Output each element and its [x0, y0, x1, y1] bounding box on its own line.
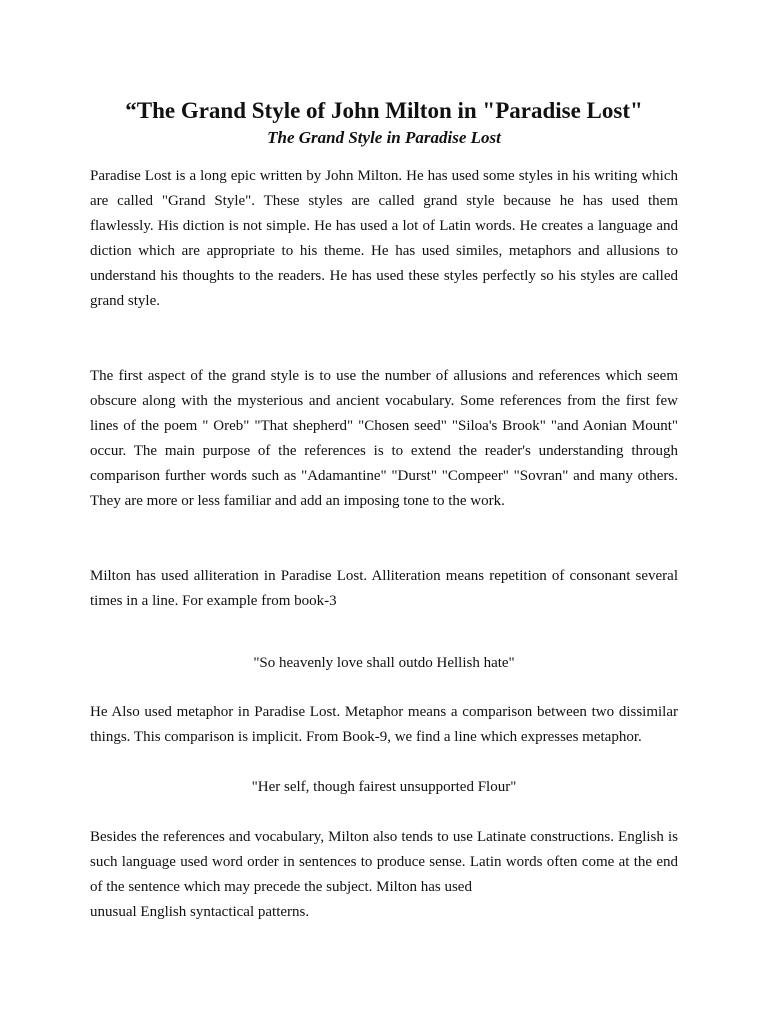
document-title: “The Grand Style of John Milton in "Paradise Lost"	[125, 98, 643, 123]
paragraph-line: He Also used metaphor in Paradise Lost. Metaphor means a comparison between two dissimilar	[90, 704, 678, 720]
paragraph-line: They are more or less familiar and add an imposing tone to the work.	[90, 493, 505, 509]
paragraph-line: comparison further words such as "Adamantine" "Durst" "Compeer" "Sovran" and many others.	[90, 468, 678, 484]
paragraph-line: Paradise Lost is a long epic written by John Milton. He has used some styles in his writing which	[90, 168, 678, 184]
paragraph-intro	[90, 164, 678, 314]
paragraph-line: occur. The main purpose of the references is to extend the reader's understanding through	[90, 443, 678, 459]
paragraph-line: Milton has used alliteration in Paradise Lost. Alliteration means repetition of consonant several	[90, 568, 678, 584]
paragraph-line: obscure along with the mysterious and ancient vocabulary. Some references from the first few	[90, 393, 678, 409]
paragraph-line: times in a line. For example from book-3	[90, 593, 337, 609]
paragraph-line: unusual English syntactical patterns.	[90, 904, 310, 920]
paragraph-line: understand his thoughts to the readers. He has used these styles perfectly so his styles are called	[90, 268, 678, 284]
paragraph-line: grand style.	[90, 293, 160, 309]
document-subtitle: The Grand Style in Paradise Lost	[267, 128, 501, 147]
paragraph-line: Besides the references and vocabulary, Milton also tends to use Latinate constructions. English is	[90, 829, 678, 845]
paragraph-line: flawlessly. His diction is not simple. He has used a lot of Latin words. He creates a language and	[90, 218, 678, 234]
paragraph-line: are called "Grand Style". These styles are called grand style because he has used them	[90, 193, 678, 209]
paragraph-line: things. This comparison is implicit. From Book-9, we find a line which expresses metaphor.	[90, 729, 642, 745]
paragraph-metaphor	[90, 700, 678, 750]
quote-metaphor: "Her self, though fairest unsupported Flour"	[251, 779, 517, 795]
paragraph-latinate	[90, 825, 678, 925]
paragraph-line: diction which are appropriate to his theme. He has used similes, metaphors and allusions to	[90, 243, 678, 259]
quote-alliteration: "So heavenly love shall outdo Hellish hate"	[253, 655, 515, 671]
paragraph-allusions	[90, 364, 678, 514]
paragraph-alliteration	[90, 564, 678, 614]
paragraph-line: of the sentence which may precede the subject. Milton has used	[90, 879, 472, 895]
paragraph-line: The first aspect of the grand style is to use the number of allusions and references which seem	[90, 368, 678, 384]
paragraph-line: lines of the poem " Oreb" "That shepherd" "Chosen seed" "Siloa's Brook" "and Aonian Mount"	[90, 418, 678, 434]
paragraph-line: such language used word order in sentences to produce sense. Latin words often come at the end	[90, 854, 678, 870]
